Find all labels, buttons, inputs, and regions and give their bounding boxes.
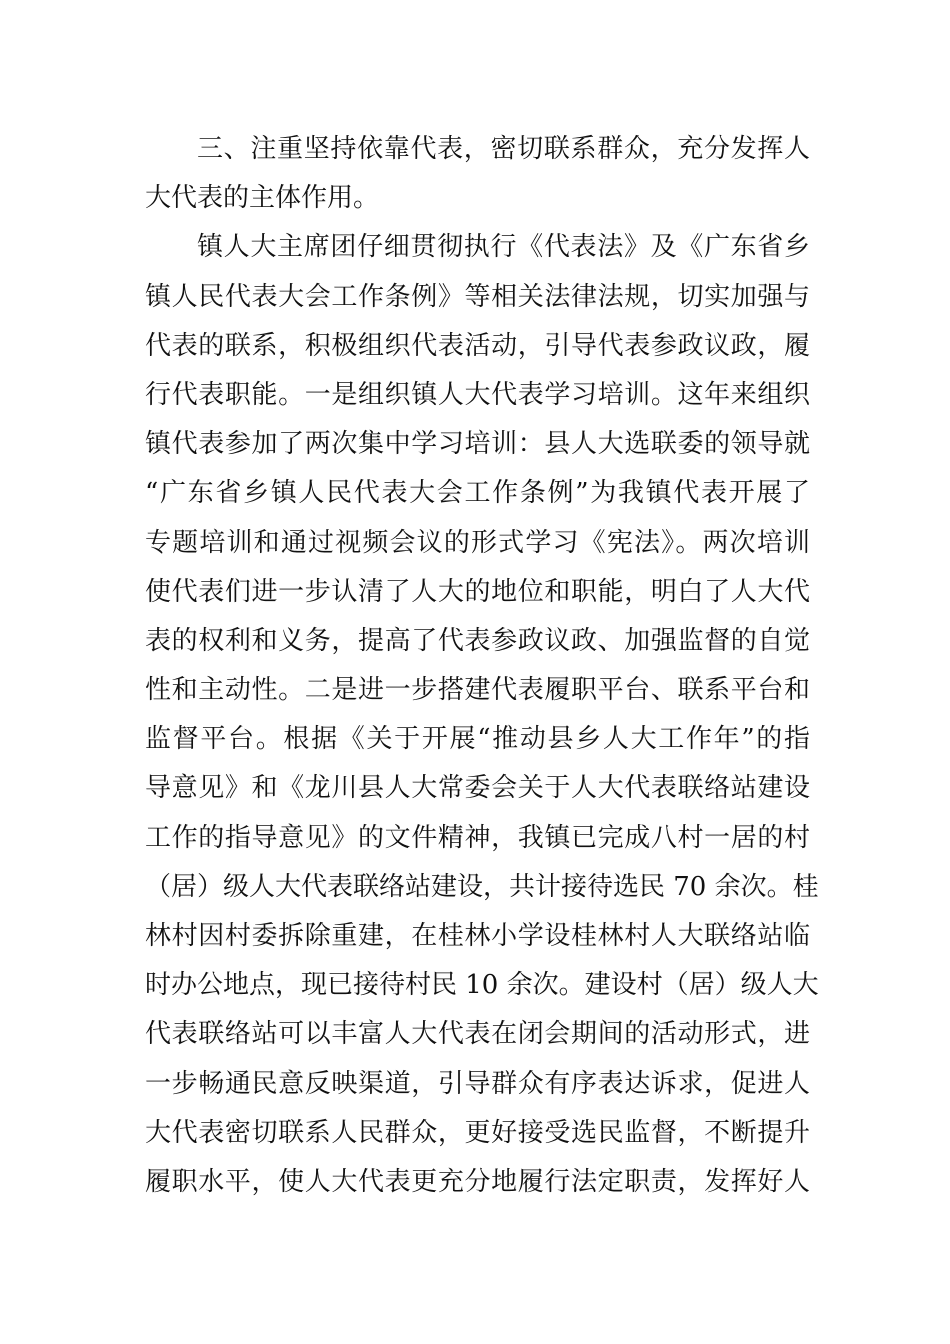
paragraph-2-line-15: 林村因村委拆除重建，在桂林小学设桂林村人大联络站临 [145,921,810,951]
paragraph-2-line-18: 一步畅通民意反映渠道，引导群众有序表达诉求，促进人 [145,1068,810,1099]
paragraph-2-line-4: 行代表职能。一是组织镇人大代表学习培训。这年来组织 [145,379,810,410]
paragraph-2-line-20: 履职水平，使人大代表更充分地履行法定职责，发挥好人 [145,1166,810,1197]
paragraph-2-line-11: 监督平台。根据《关于开展“推动县乡人大工作年”的指 [145,724,810,755]
paragraph-2-line-7: 专题培训和通过视频会议的形式学习《宪法》。两次培训 [145,527,810,558]
paragraph-2-line-8: 使代表们进一步认清了人大的地位和职能，明白了人大代 [145,576,810,607]
paragraph-2-line-2: 镇人民代表大会工作条例》等相关法律法规，切实加强与 [145,281,810,312]
body-text [145,125,819,1207]
paragraph-2-line-3: 代表的联系，积极组织代表活动，引导代表参政议政，履 [145,330,810,361]
paragraph-2-line-6: “广东省乡镇人民代表大会工作条例”为我镇代表开展了 [145,478,810,509]
paragraph-1-line-1: 三、注重坚持依靠代表，密切联系群众，充分发挥人 [197,134,810,164]
paragraph-2-line-17: 代表联络站可以丰富人大代表在闭会期间的活动形式，进 [145,1019,810,1050]
paragraph-2-line-9: 表的权利和义务，提高了代表参政议政、加强监督的自觉 [145,625,810,656]
paragraph-2-line-16: 时办公地点，现已接待村民 10 余次。建设村（居）级人大 [145,970,819,1001]
paragraph-2-line-1: 镇人大主席团仔细贯彻执行《代表法》及《广东省乡 [197,232,810,263]
paragraph-2-line-13: 工作的指导意见》的文件精神，我镇已完成八村一居的村 [145,822,810,853]
paragraph-2-line-5: 镇代表参加了两次集中学习培训：县人大选联委的领导就 [145,429,810,460]
paragraph-2-line-10: 性和主动性。二是进一步搭建代表履职平台、联系平台和 [145,675,810,706]
paragraph-2-line-14: （居）级人大代表联络站建设，共计接待选民 70 余次。桂 [145,871,819,902]
paragraph-1-line-2: 大代表的主体作用。 [145,183,380,214]
paragraph-2-line-19: 大代表密切联系人民群众，更好接受选民监督，不断提升 [145,1117,810,1148]
paragraph-2-line-12: 导意见》和《龙川县人大常委会关于人大代表联络站建设 [145,773,810,804]
